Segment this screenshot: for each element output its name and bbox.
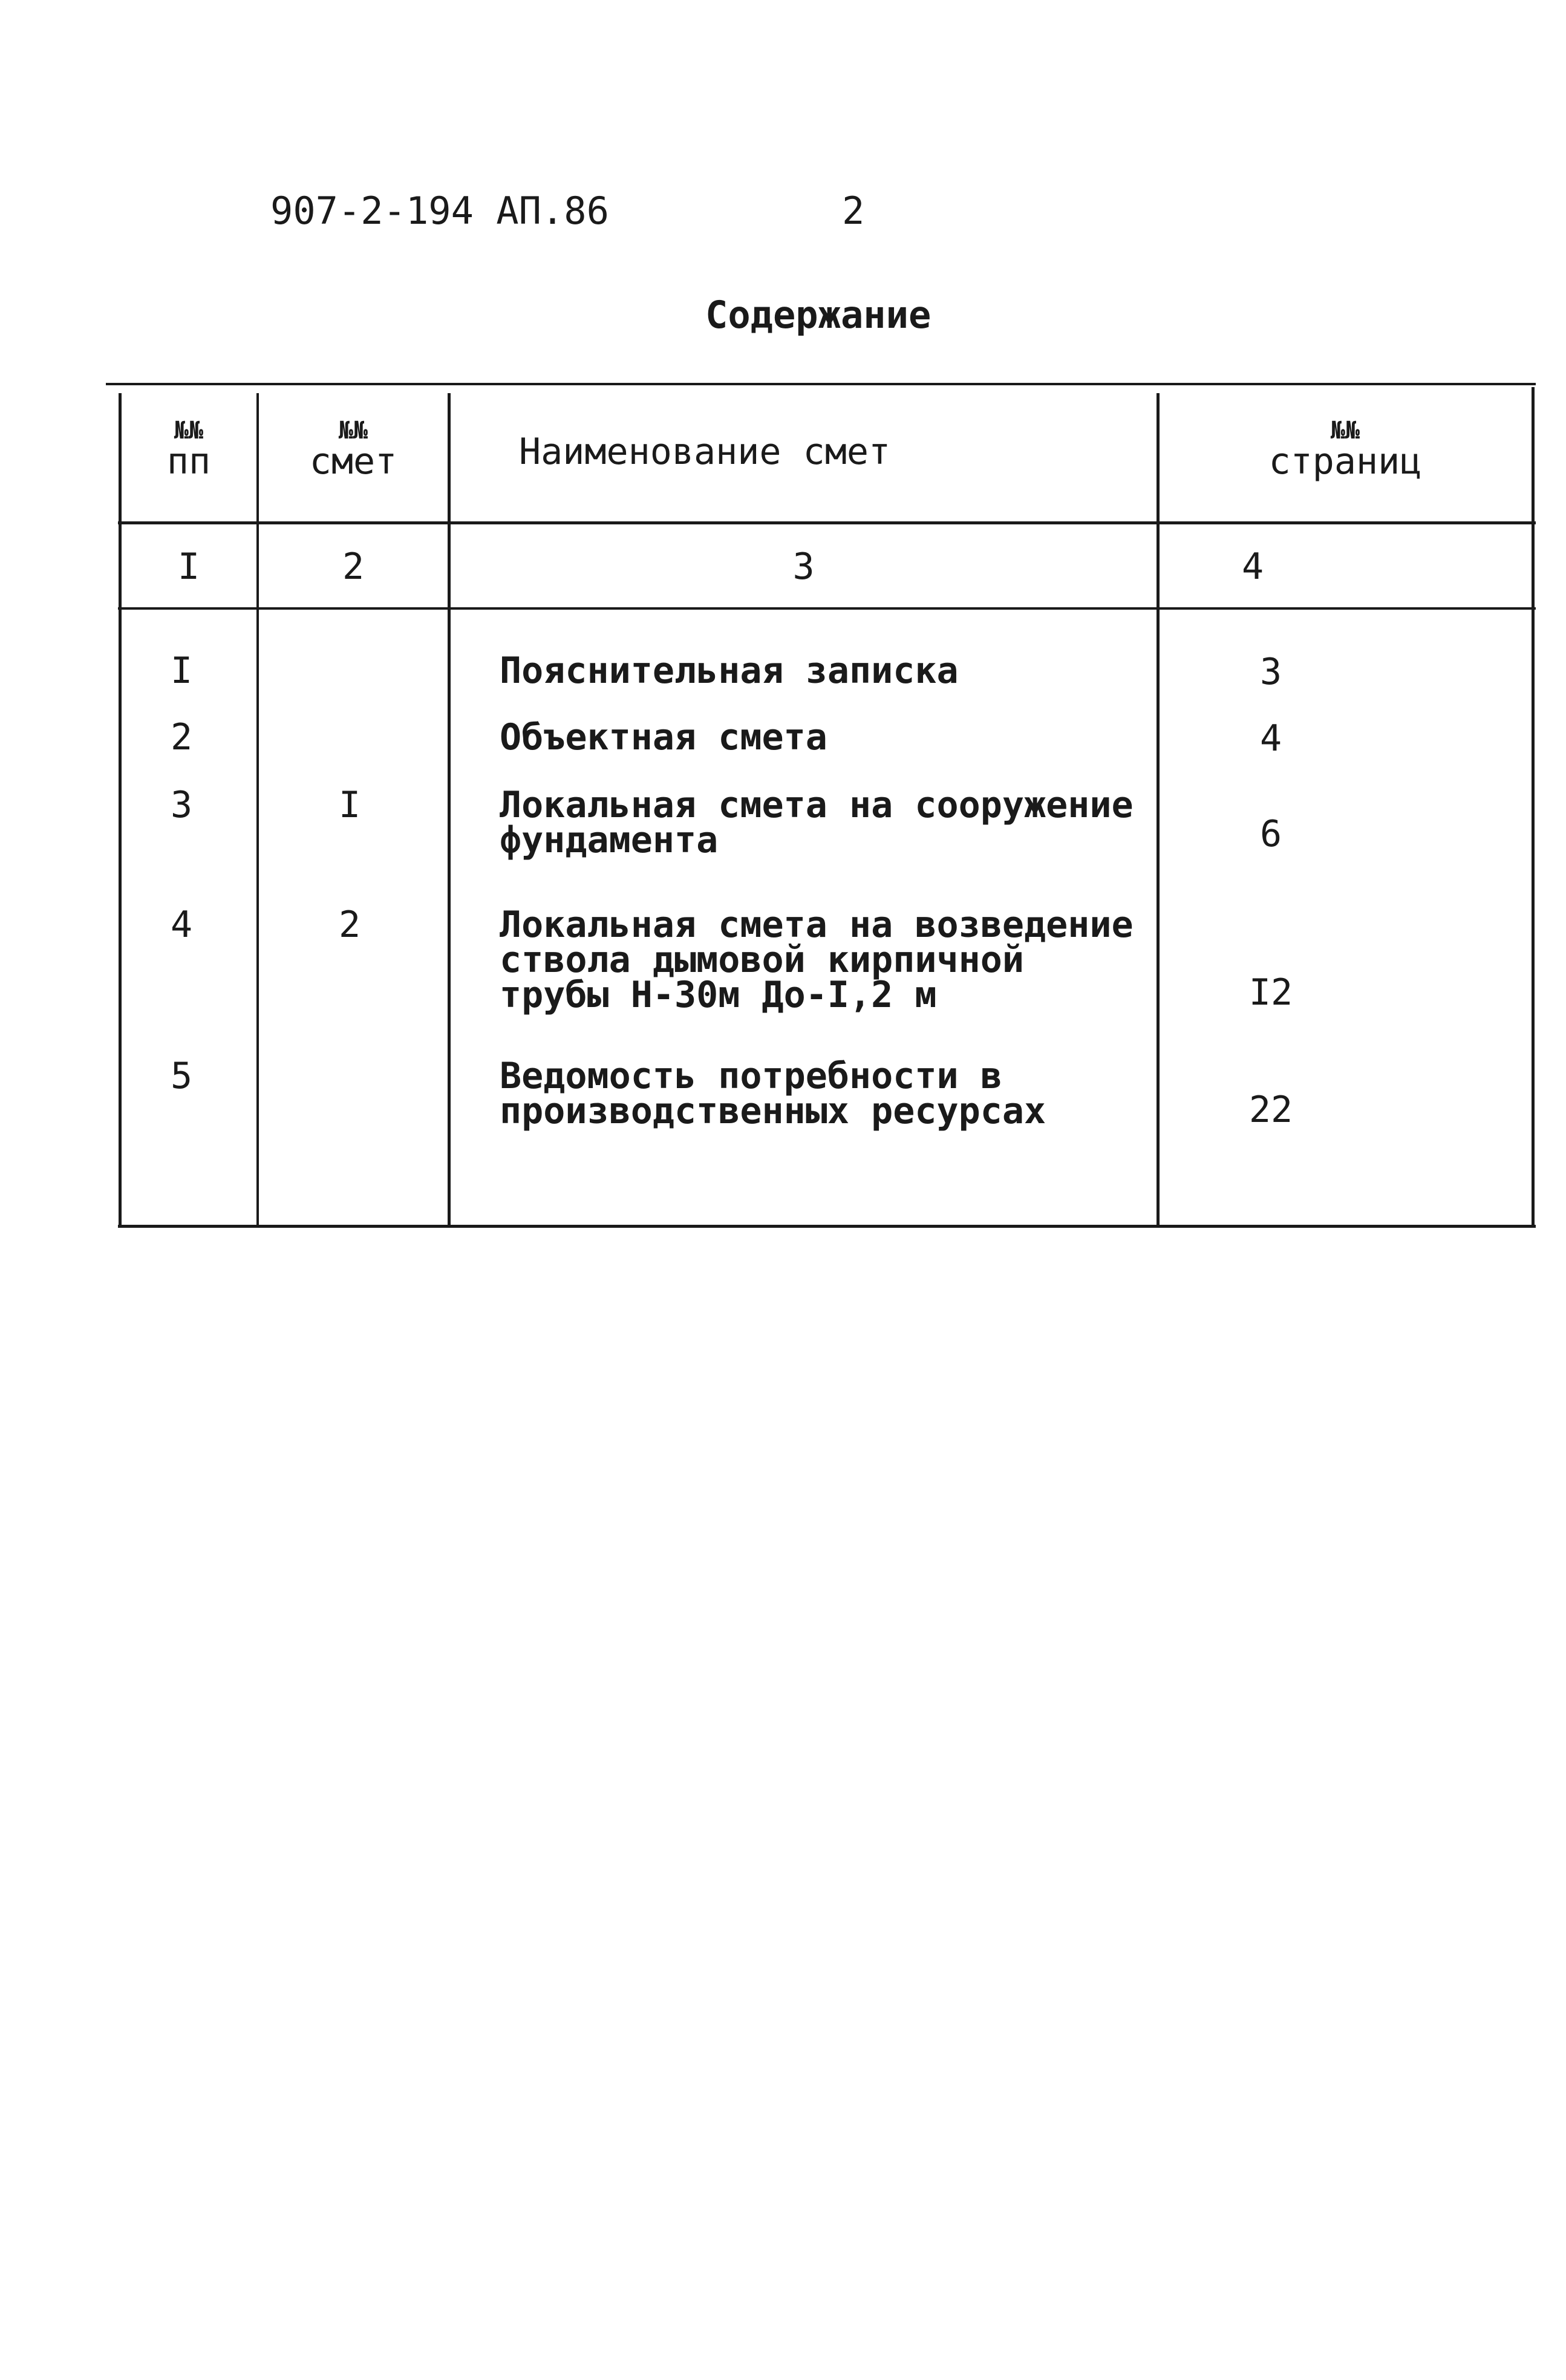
column-divider — [1532, 387, 1535, 1228]
column-divider — [448, 393, 451, 1227]
number-mark: №№ — [1330, 417, 1360, 445]
column-number: 2 — [342, 546, 365, 588]
column-number: 4 — [1241, 546, 1264, 588]
row-page: I2 — [1248, 971, 1293, 1014]
row-page: 3 — [1259, 651, 1282, 693]
column-numbers-bottom-border — [118, 607, 1536, 610]
header-bottom-border — [118, 521, 1536, 524]
row-page: 22 — [1248, 1089, 1293, 1131]
column-number: I — [177, 546, 200, 588]
row-name: Объектная смета — [500, 716, 827, 758]
row-smet: 2 — [338, 904, 361, 946]
page-title: Содержание — [705, 293, 931, 337]
row-pp: 2 — [170, 716, 193, 758]
header-cell-pages — [1159, 417, 1532, 483]
column-label: страниц — [1268, 440, 1422, 483]
doc-code: 907-2-194 АП.86 — [270, 189, 609, 233]
page-number: 2 — [842, 189, 865, 233]
column-label: пп — [166, 440, 211, 483]
number-mark: №№ — [338, 417, 368, 445]
row-name: Ведомость потребности в производственных ресурсах — [500, 1055, 1046, 1132]
row-pp: I — [170, 650, 193, 692]
row-name: Локальная смета на сооружение фундамента — [500, 784, 1134, 861]
number-mark: №№ — [174, 417, 204, 445]
row-page: 6 — [1259, 813, 1282, 855]
table-top-border — [106, 383, 1536, 385]
row-smet: I — [338, 784, 361, 826]
column-label: смет — [309, 440, 397, 483]
row-pp: 5 — [170, 1055, 193, 1097]
header-cell-name — [519, 431, 1154, 473]
row-page: 4 — [1259, 717, 1282, 760]
row-name: Локальная смета на возведение ствола дымовой кирпичной трубы Н-30м До-I,2 м — [500, 904, 1134, 1016]
row-name: Пояснительная записка — [500, 650, 959, 692]
column-number: 3 — [792, 546, 815, 588]
row-pp: 3 — [170, 784, 193, 826]
column-label: Наименование смет — [519, 431, 891, 473]
row-pp: 4 — [170, 904, 193, 946]
table-bottom-border — [118, 1225, 1536, 1228]
header-cell-pp — [121, 417, 256, 483]
header-cell-smet — [259, 417, 448, 483]
